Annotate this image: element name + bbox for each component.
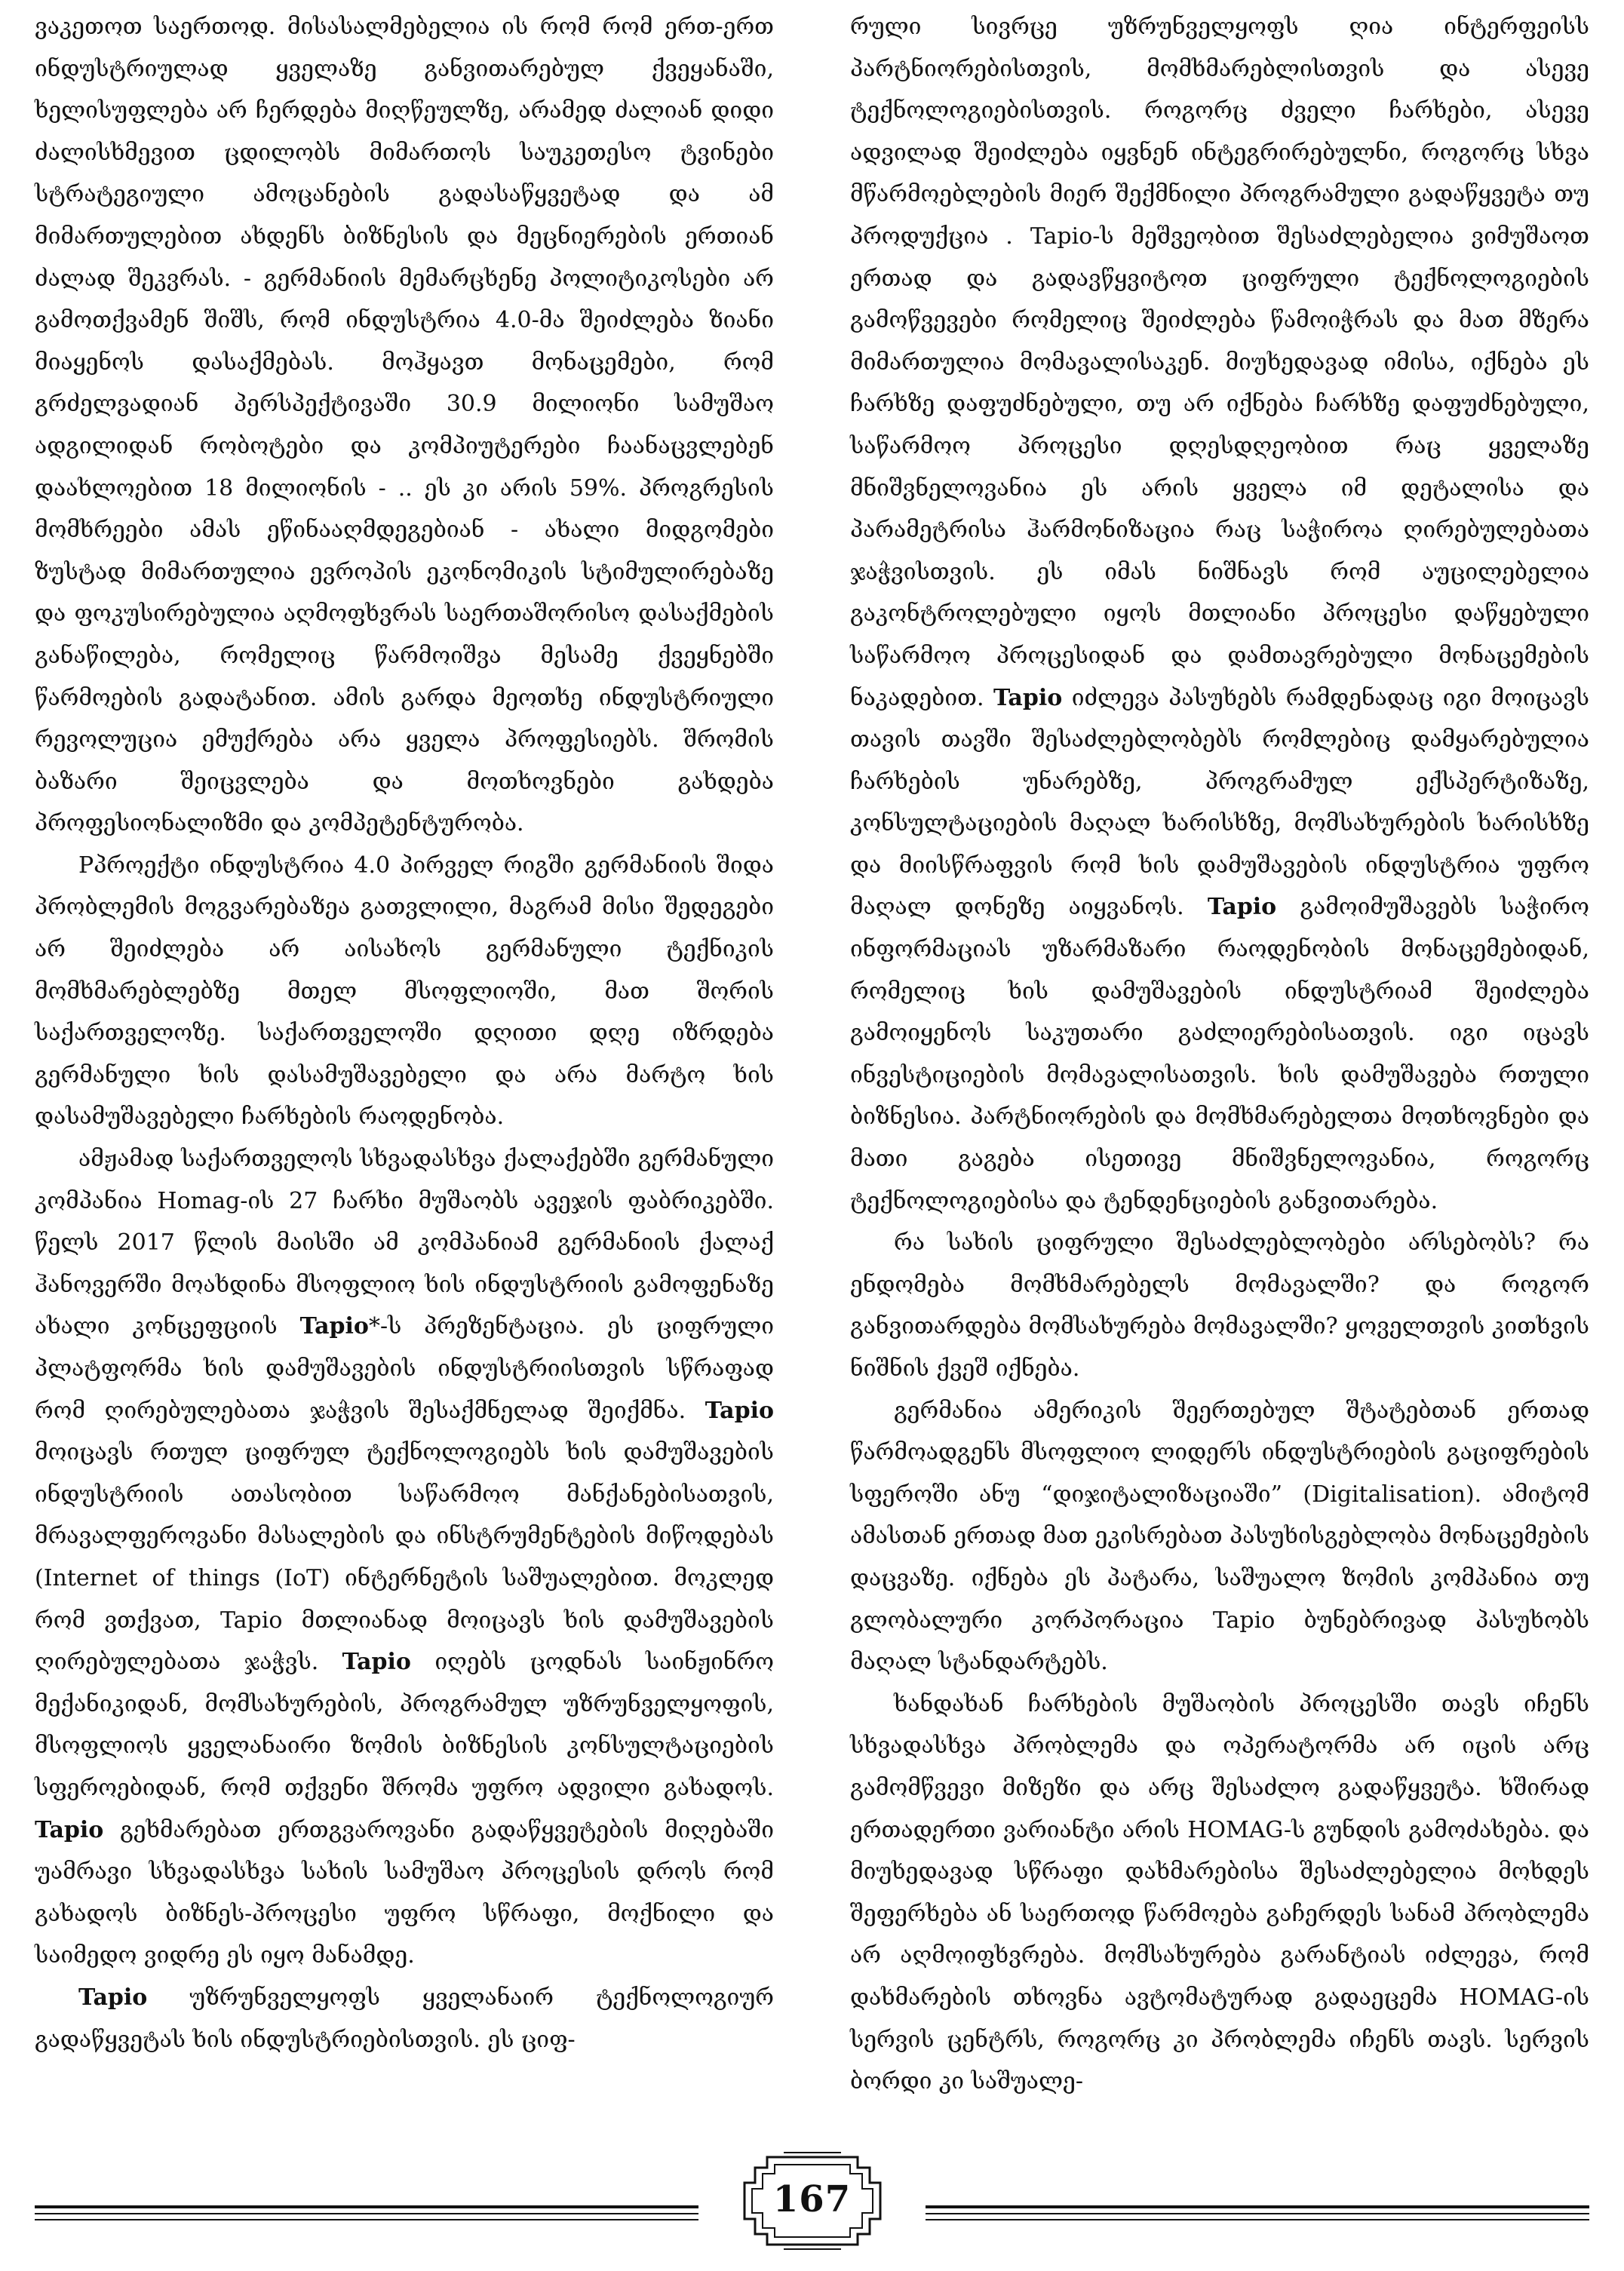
paragraph <box>850 1222 1589 1389</box>
bold-term: Tapio <box>299 1313 369 1340</box>
page-footer <box>35 2148 1589 2254</box>
bold-term: Tapio <box>993 684 1063 711</box>
text-run: გეხმარებათ ერთგვაროვანი გადაწყვეტების მიღებაში უამრავი სხვადასხვა სახის სამუშაო პროცესის დროს რომ გახადოს ბიზნეს-პროცესი უფრო სწრაფი, მოქნილი და საიმედო ვიდრე ეს იყო მანამდე. <box>35 1816 774 1969</box>
bold-term: Tapio <box>342 1649 411 1676</box>
paragraph <box>35 845 774 1138</box>
text-run: გამოიმუშავებს საჭირო ინფორმაციას უზარმაზარი რაოდენობის მონაცემებიდან, რომელიც ხის დამუშავების ინდუსტრიამ შეიძლება გამოიყენოს საკუთარი გაძლიერებისათვის. იგი იცავს ინვესტიციების მომავალისათვის. ხის დამუშავება რთული ბიზნესია. პარტნიორების და მომხმარებელთა მოთხოვნები და მათი გაგება ისეთივე მნიშვნელოვანია, როგორც ტექნოლოგიებისა და ტენდენციების განვითარება. <box>850 894 1589 1214</box>
text-run: იძლევა პასუხებს რამდენადაც იგი მოიცავს თავის თავში შესაძლებლობებს რომლებიც დამყარებულია ჩარხების უნარებზე, პროგრამულ ექსპერტიზაზე, კონსულტაციების მაღალ ხარისხზე, მომსახურების ხარისხზე და მიისწრაფვის რომ ხის დამუშავების ინდუსტრია უფრო მაღალ დონეზე აიყვანოს. <box>850 684 1590 921</box>
text-run: ამჟამად საქართველოს სხვადასხვა ქალაქებში გერმანული კომპანია Homag-ის 27 ჩარხი მუშაობს ავეჯის ფაბრიკებში. წელს 2017 წლის მაისში ამ კომპანიამ გერმანიის ქალაქ ჰანოვერში მოახდინა მსოფლიო ხის ინდუსტრიის გამოფენაზე ახალი კონცეფციის <box>35 1146 774 1340</box>
text-run: Pპროექტი ინდუსტრია 4.0 პირველ რიგში გერმანიის შიდა პრობლემის მოგვარებაზეა გათვლილი, მაგრამ მისი შედეგები არ შეიძლება არ აისახოს გერმანული ტექნიკის მომხმარებლებზე მთელ მსოფლიოში, მათ შორის საქართველოზე. საქართველოში დღითი დღე იზრდება გერმანული ხის დასამუშავებელი და არა მარტო ხის დასამუშავებელი ჩარხების რაოდენობა. <box>35 852 774 1131</box>
bold-term: Tapio <box>1207 894 1277 921</box>
paragraph <box>35 1138 774 1977</box>
text-run: *-ს პრეზენტაცია. ეს ციფრული პლატფორმა ხის დამუშავების ინდუსტრიისთვის სწრაფად რომ ღირებულებათა ჯაჭვის შესაქმნელად შეიქმნა. <box>35 1313 774 1424</box>
text-run: უზრუნველყოფს ყველანაირ ტექნოლოგიურ გადაწყვეტას ხის ინდუსტრიებისთვის. ეს ციფ- <box>35 1984 774 2053</box>
text-run: იღებს ცოდნას საინჟინრო მექანიკიდან, მომსახურების, პროგრამულ უზრუნველყოფის, მსოფლიოს ყველანაირი ზომის ბიზნესის კონსულტაციების სფეროებიდან, რომ თქვენი შრომა უფრო ადვილი გახადოს. <box>35 1649 774 1801</box>
text-run: ხანდახან ჩარხების მუშაობის პროცესში თავს იჩენს სხვადასხვა პრობლემა და ოპერატორმა არ იცის არც გამომწვევი მიზეზი და არც შესაძლო გადაწყვეტა. ხშირად ერთადერთი ვარიანტი არის HOMAG-ს გუნდის გამოძახება. და მიუხედავად სწრაფი დახმარებისა შესაძლებელია მოხდეს შეფერხება ან საერთოდ წარმოება გაჩერდეს სანამ პრობლემა არ აღმოიფხვრება. მომსახურება გარანტიას იძლევა, რომ დახმარების თხოვნა ავტომატურად გადაეცემა HOMAG-ის სერვის ცენტრს, როგორც კი პრობლემა იჩენს თავს. სერვის ბორდი კი საშუალე- <box>850 1690 1589 2095</box>
text-columns <box>35 6 1590 2095</box>
left-column <box>35 6 774 2088</box>
bold-term: Tapio <box>35 1816 104 1843</box>
paragraph <box>35 1977 774 2061</box>
paragraph <box>850 1683 1589 2103</box>
bold-term: Tapio <box>78 1984 148 2011</box>
text-run: რული სივრცე უზრუნველყოფს ღია ინტერფეისს პარტნიორებისთვის, მომხმარებლისთვის და ასევე ტექნოლოგიებისთვის. როგორც ძველი ჩარხები, ასევე ადვილად შეიძლება იყვნენ ინტეგრირებულნი, როგორც სხვა მწარმოებლების მიერ შექმნილი პროგრამული გადაწყვეტა თუ პროდუქცია . Tapio-ს მეშვეობით შესაძლებელია ვიმუშაოთ ერთად და გადავწყვიტოთ ციფრული ტექნოლოგიების გამოწვევები რომელიც შეიძლება წამოიჭრას და მათ მზერა მიმართულია მომავალისაკენ. მიუხედავად იმისა, იქნება ეს ჩარხზე დაფუძნებული, თუ არ იქნება ჩარხზე დაფუძნებული, საწარმოო პროცესი დღესდღეობით რაც ყველაზე მნიშვნელოვანია ეს არის ყველა იმ დეტალისა და პარამეტრისა ჰარმონიზაცია რაც საჭიროა ღირებულებათა ჯაჭვისთვის. ეს იმას ნიშნავს რომ აუცილებელია გაკონტროლებული იყოს მთლიანი პროცესი დაწყებული საწარმოო პროცესიდან და დამთავრებული მონაცემების ნაკადებით. <box>850 14 1589 711</box>
text-run: მოიცავს რთულ ციფრულ ტექნოლოგიებს ხის დამუშავების ინდუსტრიის ათასობით საწარმოო მანქანებისათვის, მრავალფეროვანი მასალების და ინსტრუმენტების მიწოდებას (Internet of things (IoT) ინტერნეტის საშუალებით. მოკლედ რომ ვთქვათ, Tapio მთლიანად მოიცავს ხის დამუშავების ღირებულებათა ჯაჭვს. <box>35 1439 774 1676</box>
page-number: 167 <box>772 2178 852 2220</box>
paragraph <box>850 1390 1589 1683</box>
right-column <box>850 6 1590 2095</box>
text-run: რა სახის ციფრული შესაძლებლობები არსებობს? რა ენდომება მომხმარებელს მომავალში? და როგორ განვითარდება მომსახურება მომავალში? ყოველთვის კითხვის ნიშნის ქვეშ იქნება. <box>850 1229 1589 1382</box>
paragraph <box>35 6 774 845</box>
paragraph <box>850 6 1589 1222</box>
text-run: გერმანია ამერიკის შეერთებულ შტატებთან ერთად წარმოადგენს მსოფლიო ლიდერს ინდუსტრიების გაციფრების სფეროში ანუ “დიჯიტალიზაციაში” (Digitalisation). ამიტომ ამასთან ერთად მათ ეკისრებათ პასუხისგებლობა მონაცემების დაცვაზე. იქნება ეს პატარა, საშუალო ზომის კომპანია თუ გლობალური კორპორაცია Tapio ბუნებრივად პასუხობს მაღალ სტანდარტებს. <box>850 1397 1589 1676</box>
text-run: ვაკეთოთ საერთოდ. მისასალმებელია ის რომ რომ ერთ-ერთ ინდუსტრიულად ყველაზე განვითარებულ ქვეყანაში, ხელისუფლება არ ჩერდება მიღწეულზე, არამედ ძალიან დიდი ძალისხმევით ცდილობს მიმართოს საუკეთესო ტვინები სტრატეგიული ამოცანების გადასაწყვეტად და ამ მიმართულებით ახდენს ბიზნესის და მეცნიერების ერთიან ძალად შეკვრას. - გერმანიის მემარცხენე პოლიტიკოსები არ გამოთქვამენ შიშს, რომ ინდუსტრია 4.0-მა შეიძლება ზიანი მიაყენოს დასაქმებას. მოჰყავთ მონაცემები, რომ გრძელვადიან პერსპექტივაში 30.9 მილიონი სამუშაო ადგილიდან რობოტები და კომპიუტერები ჩაანაცვლებენ დაახლოებით 18 მილიონის - .. ეს კი არის 59%. პროგრესის მომხრეები ამას ეწინააღმდეგებიან - ახალი მიდგომები ზუსტად მიმართულია ევროპის ეკონომიკის სტიმულირებაზე და ფოკუსირებულია აღმოფხვრას საერთაშორისო დასაქმების განაწილება, რომელიც წარმოიშვა მესამე ქვეყნებში წარმოების გადატანით. ამის გარდა მეოთხე ინდუსტრიული რევოლუცია ემუქრება არა ყველა პროფესიებს. შრომის ბაზარი შეიცვლება და მოთხოვნები გახდება პროფესიონალიზმი და კომპეტენტურობა. <box>35 14 774 837</box>
bold-term: Tapio <box>705 1397 774 1424</box>
